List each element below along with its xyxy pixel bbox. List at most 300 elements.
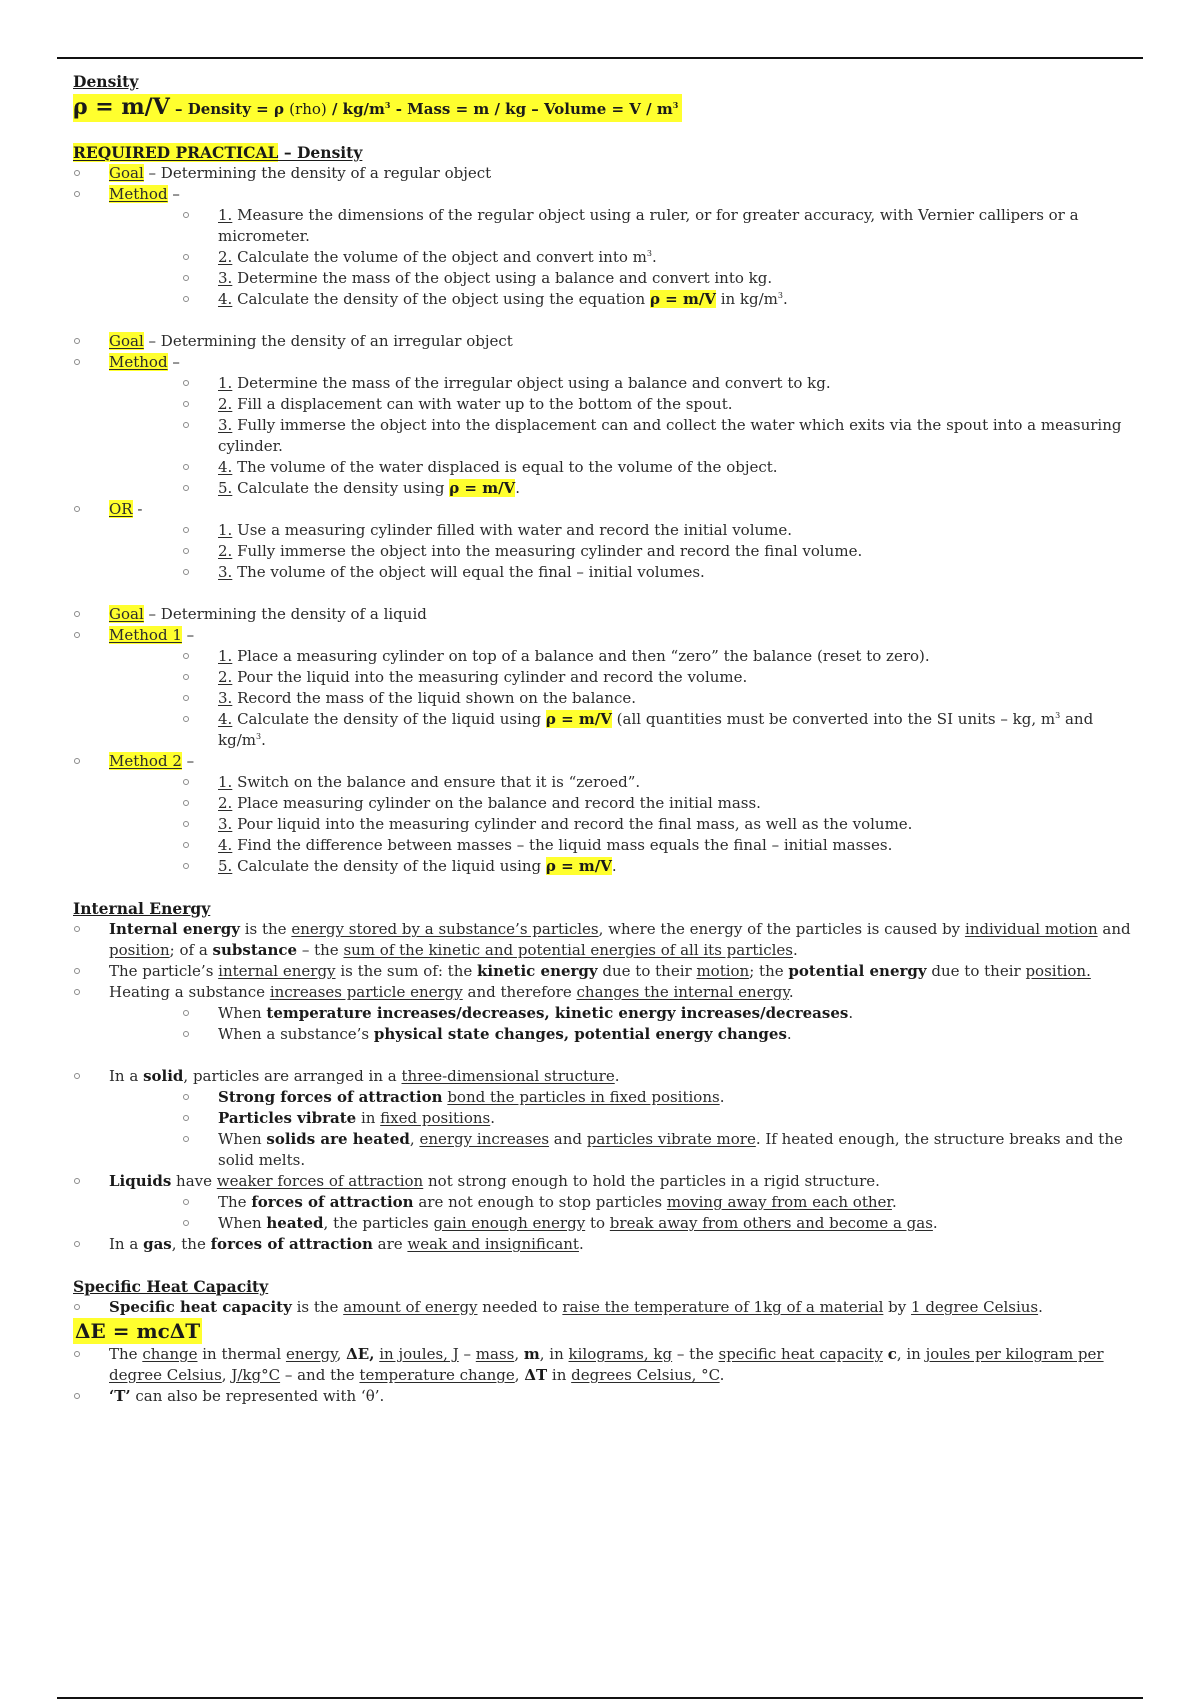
spacer [73,1045,1133,1066]
highlighted-label: Method 1 [109,626,182,644]
circle-bullet-icon [74,1351,80,1357]
list-item [73,1386,1133,1407]
list-item [73,751,1133,877]
circle-bullet-icon [74,968,80,974]
text-segment: temperature change [359,1366,515,1384]
text-segment: – Determining the density of an irregular object [143,332,513,350]
list-item [73,331,1133,352]
formula-segment: – Density = ρ [169,100,290,118]
list-item [73,184,1133,310]
text-segment: 3 [646,249,652,258]
sub-list-item [109,856,1133,877]
section-heading: Specific Heat Capacity [73,1277,269,1296]
text-segment: fixed positions [380,1109,491,1127]
text-segment: gas [143,1235,172,1253]
sub-list-item [109,373,1133,394]
bullet-list [73,604,1133,877]
step-number: 3. [218,815,233,833]
text-segment: change [142,1345,198,1363]
highlighted-formula: ρ = m/V [545,857,612,875]
sub-list-item [109,541,1133,562]
text-segment: forces of attraction [210,1235,373,1253]
text-segment: in joules, J [379,1345,459,1363]
circle-bullet-icon [183,842,189,848]
text-segment: In a [109,1067,144,1085]
text-segment: needed to [477,1298,563,1316]
text-segment: . [611,857,617,875]
circle-bullet-icon [183,800,189,806]
text-segment: The [109,1345,143,1363]
sub-list [109,205,1133,310]
circle-bullet-icon [183,674,189,680]
text-segment: physical state changes, potential energy changes [373,1025,787,1043]
text-segment: , where the energy of the particles is caused by [598,920,965,938]
sub-list-item [109,709,1133,751]
sub-list-item [109,1213,1133,1234]
text-segment: to [585,1214,610,1232]
text-segment: raise the temperature of 1kg of a material [562,1298,884,1316]
sub-list-item [109,793,1133,814]
circle-bullet-icon [183,1199,189,1205]
bullet-list [73,1344,1133,1407]
text-segment: increases particle energy [269,983,463,1001]
bottom-border-line [57,1697,1143,1699]
sub-list-item [109,478,1133,499]
sub-list [109,772,1133,877]
highlighted-formula: REQUIRED PRACTICAL [73,143,279,162]
step-number: 3. [218,269,233,287]
list-item [73,352,1133,499]
text-segment: The volume of the object will equal the final – initial volumes. [232,563,705,581]
circle-bullet-icon [74,338,80,344]
highlighted-label: Method [109,185,168,203]
text-segment: energy [285,1345,337,1363]
text-segment: amount of energy [343,1298,478,1316]
step-number: 2. [218,542,233,560]
step-number: 4. [218,458,233,476]
circle-bullet-icon [183,779,189,785]
text-segment: J/kg°C [231,1366,281,1384]
sub-list-item [109,520,1133,541]
text-segment: energy stored by a substance’s particles [291,920,599,938]
highlighted-label: Goal [109,605,144,623]
step-number: 1. [218,521,233,539]
formula-segment: / kg/m [326,100,385,118]
highlighted-label: Goal [109,332,144,350]
highlighted-formula: ρ = m/V [545,710,612,728]
sub-list [109,520,1133,583]
text-segment: . [1038,1298,1043,1316]
text-segment: in [547,1366,572,1384]
text-segment: is the [239,920,292,938]
sub-list-item [109,1024,1133,1045]
bullet-list [73,1297,1133,1318]
text-segment: is the sum of: the [335,962,477,980]
top-border-line [57,57,1143,59]
circle-bullet-icon [183,1094,189,1100]
text-segment: Measure the dimensions of the regular object using a ruler, or for greater accuracy, with Vernier callipers or a micrometer. [218,206,1079,245]
text-segment: are not enough to stop particles [413,1193,667,1211]
text-segment: , [336,1345,347,1363]
document-page [73,72,1133,1407]
text-segment: break away from others and become a gas [609,1214,933,1232]
spacer [73,583,1133,604]
text-segment: – the [672,1345,719,1363]
text-segment: joules per kilogram per degree Celsius [109,1345,1104,1384]
formula-segment: (rho) [289,100,327,118]
text-segment: – [181,626,195,644]
text-segment: When [218,1214,267,1232]
equation-line [73,1318,1133,1344]
sub-list-item [109,835,1133,856]
text-segment: . [614,1067,620,1085]
text-segment: bond the particles in fixed positions [447,1088,720,1106]
bullet-list [73,1066,1133,1255]
circle-bullet-icon [183,863,189,869]
list-item [73,1234,1133,1255]
text-segment: . [719,1366,725,1384]
sub-list-item [109,415,1133,457]
text-segment: Pour liquid into the measuring cylinder and record the final mass, as well as the volume. [232,815,913,833]
circle-bullet-icon [183,548,189,554]
text-segment: . [578,1235,584,1253]
list-item [73,163,1133,184]
text-segment: have [171,1172,217,1190]
text-segment: specific heat capacity [718,1345,883,1363]
text-segment: Calculate the density of the object using the equation [232,290,650,308]
sub-list-item [109,205,1133,247]
sub-list-item [109,1087,1133,1108]
sub-list-item [109,562,1133,583]
text-segment: – the [297,941,344,959]
text-segment: ΔE, [346,1345,375,1363]
step-number: 5. [218,857,233,875]
circle-bullet-icon [74,611,80,617]
circle-bullet-icon [74,1304,80,1310]
section-specific-heat-capacity [73,1277,1133,1407]
text-segment: . [848,1004,854,1022]
text-segment: , particles are arranged in a [183,1067,402,1085]
text-segment: Determine the mass of the object using a balance and convert into kg. [232,269,773,287]
text-segment: ΔT [524,1366,548,1384]
sub-list-item [109,1003,1133,1024]
text-segment: can also be represented with ‘θ’. [130,1387,385,1405]
circle-bullet-icon [183,422,189,428]
circle-bullet-icon [74,359,80,365]
text-segment: not strong enough to hold the particles in a rigid structure. [423,1172,880,1190]
highlighted-label: Method [109,353,168,371]
step-number: 2. [218,668,233,686]
text-segment: Fully immerse the object into the measuring cylinder and record the final volume. [232,542,863,560]
text-segment: in kg/m [715,290,778,308]
step-number: 1. [218,374,233,392]
text-segment: , in [539,1345,569,1363]
text-segment: Place measuring cylinder on the balance and record the initial mass. [232,794,761,812]
text-segment: . [515,479,520,497]
circle-bullet-icon [74,170,80,176]
text-segment: moving away from each other [666,1193,892,1211]
text-segment: Fully immerse the object into the displacement can and collect the water which exits via the spout into a measuring cylinder. [218,416,1122,455]
text-segment: energy increases [419,1130,550,1148]
text-segment: – [167,185,180,203]
section-heading: Internal Energy [73,899,211,918]
section-internal-energy [73,899,1133,1255]
text-segment: and therefore [462,983,577,1001]
circle-bullet-icon [74,1393,80,1399]
text-segment: Internal energy [109,920,240,938]
text-segment: kinetic energy [477,962,598,980]
circle-bullet-icon [183,527,189,533]
text-segment: internal energy [218,962,336,980]
text-segment: Calculate the density using [232,479,450,497]
sub-list [109,646,1133,751]
text-segment: 3 [777,291,783,300]
circle-bullet-icon [74,632,80,638]
text-segment: heated [266,1214,324,1232]
circle-bullet-icon [183,275,189,281]
step-number: 4. [218,710,233,728]
text-segment: ; of a [169,941,213,959]
circle-bullet-icon [183,254,189,260]
text-segment: , in [896,1345,926,1363]
list-item [73,604,1133,625]
text-segment: 3 [1055,711,1061,720]
text-segment: 3 [255,732,262,741]
text-segment: c [887,1345,897,1363]
sub-list [109,1192,1133,1234]
circle-bullet-icon [183,1010,189,1016]
text-segment: – Determining the density of a liquid [143,605,427,623]
text-segment: motion [696,962,750,980]
circle-bullet-icon [183,296,189,302]
text-segment: Calculate the density of the liquid using [232,857,546,875]
circle-bullet-icon [74,1073,80,1079]
text-segment: Use a measuring cylinder filled with water and record the initial volume. [232,521,793,539]
text-segment: When [218,1130,267,1148]
list-item [73,499,1133,583]
step-number: 4. [218,836,233,854]
text-segment: weak and insignificant [407,1235,579,1253]
list-item [73,1344,1133,1386]
text-segment: position. [1025,962,1091,980]
circle-bullet-icon [183,821,189,827]
sub-list-item [109,1129,1133,1171]
text-segment: individual motion [964,920,1098,938]
text-segment: changes the internal energy [576,983,789,1001]
text-segment: – and the [280,1366,360,1384]
specific-heat-equation: ΔE = mcΔT [75,1319,201,1343]
formula-segment: 3 [672,100,679,110]
text-segment: weaker forces of attraction [216,1172,424,1190]
text-segment: . [786,1025,792,1043]
text-segment: Heating a substance [109,983,270,1001]
text-segment: When a substance’s [218,1025,374,1043]
bullet-list [73,919,1133,1045]
text-segment: Particles vibrate [218,1109,357,1127]
text-segment: and [549,1130,587,1148]
text-segment: by [883,1298,912,1316]
sub-list-item [109,814,1133,835]
text-segment: – [181,752,195,770]
bullet-list [73,163,1133,310]
section-density [73,72,1133,877]
step-number: 3. [218,563,233,581]
text-segment: particles vibrate more [586,1130,756,1148]
sub-list [109,373,1133,499]
text-segment: , [514,1345,524,1363]
text-segment: . [651,248,657,266]
text-segment: Determine the mass of the irregular object using a balance and convert to kg. [232,374,831,392]
text-segment: are [372,1235,408,1253]
circle-bullet-icon [183,380,189,386]
text-segment: – [458,1345,476,1363]
spacer [73,122,1133,143]
circle-bullet-icon [183,1115,189,1121]
step-number: 2. [218,248,233,266]
text-segment: Pour the liquid into the measuring cylinder and record the volume. [232,668,748,686]
bullet-list [73,331,1133,583]
step-number: 1. [218,773,233,791]
step-number: 4. [218,290,233,308]
text-segment: . [932,1214,938,1232]
sub-list [109,1087,1133,1171]
step-number: 5. [218,479,233,497]
spacer [73,310,1133,331]
text-segment: . [891,1193,897,1211]
text-segment: Switch on the balance and ensure that it is “zeroed”. [232,773,641,791]
text-segment: is the [291,1298,344,1316]
text-segment: Record the mass of the liquid shown on the balance. [232,689,637,707]
text-segment: The volume of the water displaced is equal to the volume of the object. [232,458,778,476]
text-segment: When [218,1004,267,1022]
text-segment: . [261,731,266,749]
text-segment: temperature increases/decreases, kinetic energy increases/decreases [266,1004,849,1022]
text-segment: . If heated enough, the structure breaks and the solid melts. [218,1130,1123,1169]
step-number: 2. [218,794,233,812]
text-segment: , the particles [323,1214,434,1232]
formula-segment: ρ = m/V [73,94,170,120]
density-formula-line [73,94,1133,122]
text-segment: solid [143,1067,184,1085]
circle-bullet-icon [183,695,189,701]
circle-bullet-icon [183,716,189,722]
step-number: 1. [218,206,233,224]
text-segment: Strong forces of attraction [218,1088,443,1106]
text-segment: mass [475,1345,515,1363]
sub-list-item [109,1108,1133,1129]
text-segment: – Density [278,143,363,162]
formula-segment: 3 [384,100,391,110]
text-segment: (all quantities must be converted into the SI units – kg, m [611,710,1056,728]
circle-bullet-icon [74,758,80,764]
list-item [73,919,1133,961]
text-segment: The [218,1193,252,1211]
sub-list-item [109,1192,1133,1213]
text-segment: kilograms, kg [568,1345,673,1363]
circle-bullet-icon [183,485,189,491]
list-item [73,961,1133,982]
text-segment: Specific heat capacity [109,1298,292,1316]
step-number: 2. [218,395,233,413]
circle-bullet-icon [183,653,189,659]
text-segment: , [514,1366,525,1384]
sub-list-item [109,772,1133,793]
step-number: 1. [218,647,233,665]
section-heading: Density [73,72,139,91]
list-item [73,1297,1133,1318]
highlighted-label: Goal [109,164,144,182]
sub-list-item [109,667,1133,688]
text-segment: gain enough energy [433,1214,586,1232]
circle-bullet-icon [183,401,189,407]
text-segment: and kg/m [218,710,1094,749]
circle-bullet-icon [183,569,189,575]
text-segment: , [221,1366,232,1384]
text-segment: ‘T’ [109,1387,131,1405]
text-segment: The particle’s [109,962,219,980]
text-segment: Fill a displacement can with water up to the bottom of the spout. [232,395,733,413]
highlighted-label: OR [109,500,133,518]
sub-list [109,1003,1133,1045]
text-segment: . [783,290,788,308]
circle-bullet-icon [183,1220,189,1226]
text-segment: – Determining the density of a regular object [143,164,492,182]
highlighted-formula: ρ = m/V [449,479,516,497]
text-segment: in [356,1109,381,1127]
list-item [73,625,1133,751]
sub-list-item [109,646,1133,667]
text-segment: – [167,353,180,371]
text-segment: substance [212,941,298,959]
text-segment: m [523,1345,540,1363]
step-number: 3. [218,689,233,707]
sub-list-item [109,457,1133,478]
text-segment: degrees Celsius, °C [571,1366,720,1384]
circle-bullet-icon [74,926,80,932]
circle-bullet-icon [74,989,80,995]
text-segment: - [132,500,143,518]
list-item [73,1066,1133,1171]
text-segment: Calculate the volume of the object and convert into m [232,248,647,266]
sub-list-item [109,394,1133,415]
circle-bullet-icon [183,464,189,470]
circle-bullet-icon [74,1178,80,1184]
highlighted-label: Method 2 [109,752,182,770]
text-segment: , [409,1130,420,1148]
text-segment: Liquids [109,1172,172,1190]
text-segment: potential energy [788,962,927,980]
required-practical-title [73,143,1133,163]
circle-bullet-icon [74,1241,80,1247]
circle-bullet-icon [74,506,80,512]
formula-segment: - Mass = m / kg – Volume = V / m [390,100,673,118]
sub-list-item [109,247,1133,268]
text-segment: In a [109,1235,144,1253]
circle-bullet-icon [183,1031,189,1037]
list-item [73,1171,1133,1234]
step-number: 3. [218,416,233,434]
text-segment: Find the difference between masses – the liquid mass equals the final – initial masses. [232,836,893,854]
sub-list-item [109,289,1133,310]
text-segment: . [719,1088,725,1106]
text-segment: due to their [926,962,1026,980]
list-item [73,982,1133,1045]
text-segment: due to their [597,962,697,980]
text-segment: three-dimensional structure [401,1067,615,1085]
text-segment: . [792,941,798,959]
text-segment: . [788,983,794,1001]
text-segment: and [1097,920,1131,938]
